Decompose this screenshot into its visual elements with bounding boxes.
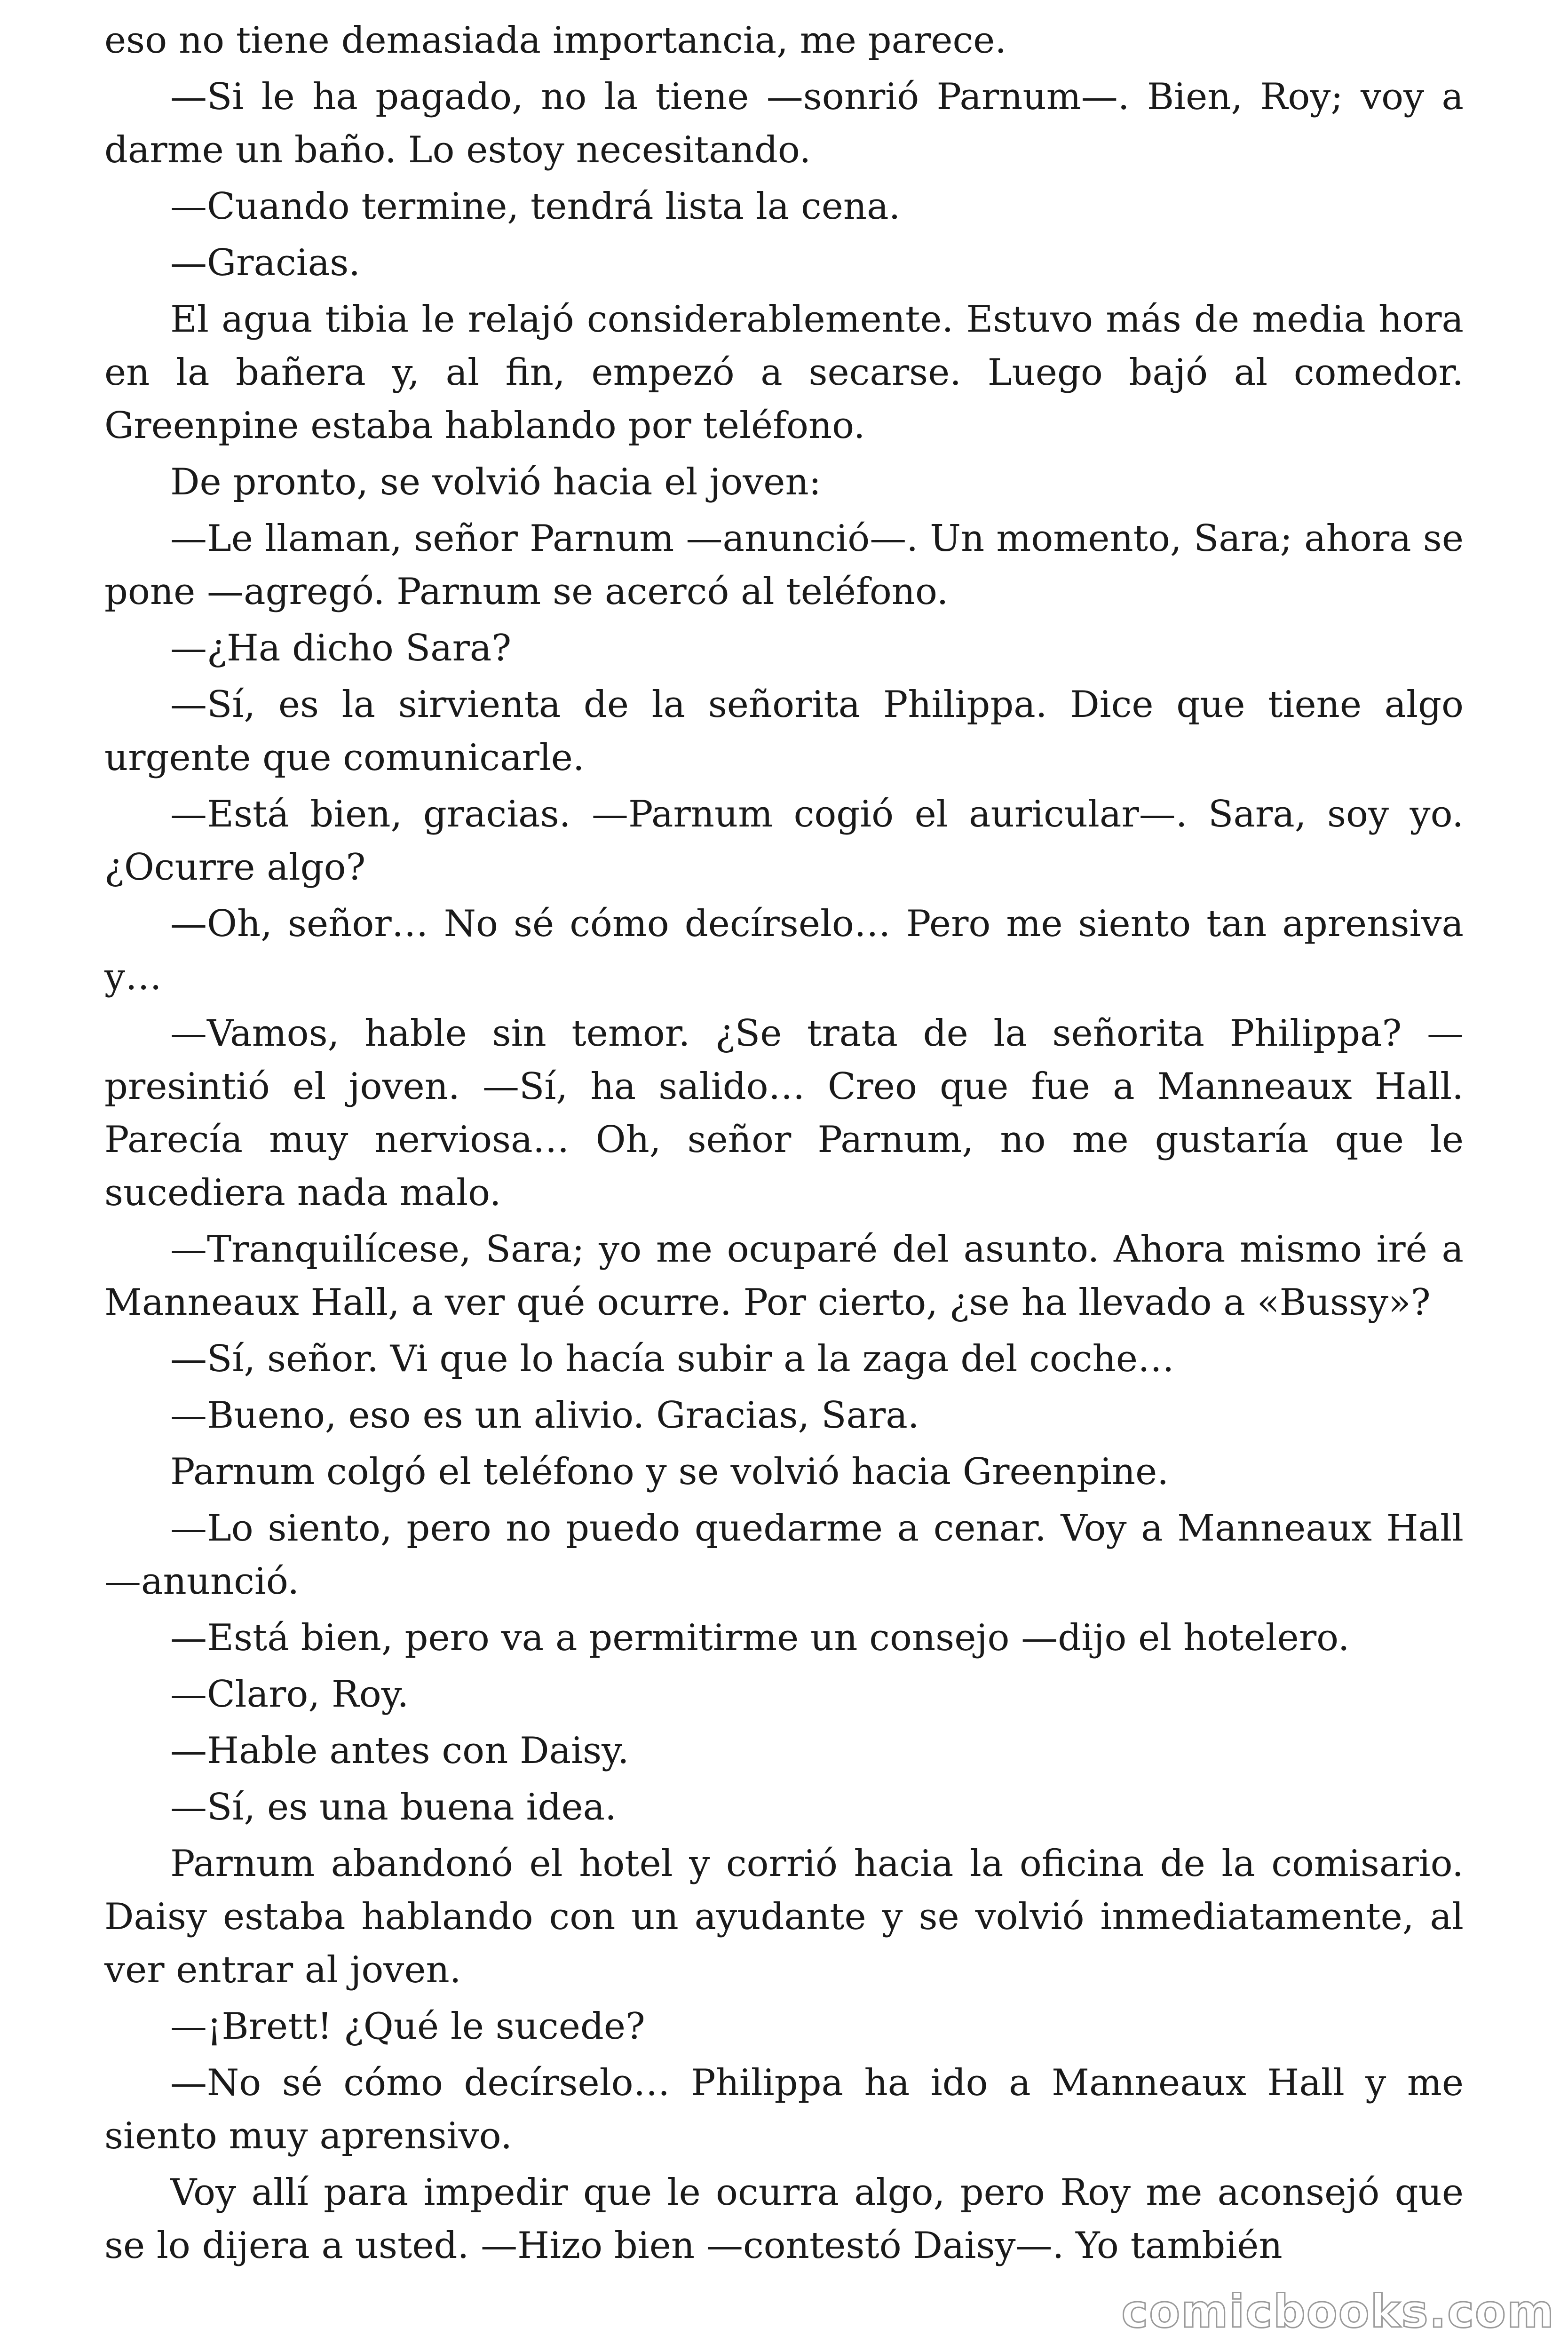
paragraph: —Oh, señor… No sé cómo decírselo… Pero me siento tan aprensiva y… bbox=[104, 903, 1464, 998]
page-body bbox=[104, 14, 1464, 2276]
paragraph: —Sí, señor. Vi que lo hacía subir a la zaga del coche… bbox=[170, 1338, 1174, 1380]
paragraph: —Si le ha pagado, no la tiene —sonrió Parnum—. Bien, Roy; voy a darme un baño. Lo estoy necesitando. bbox=[104, 76, 1464, 171]
paragraph: —Vamos, hable sin temor. ¿Se trata de la señorita Philippa? —presintió el joven. —Sí, ha salido… Creo que fue a Manneaux Hall. Parecía muy nerviosa… Oh, señor Parnum, no me gustaría que le sucediera nada malo. bbox=[104, 1012, 1464, 1214]
paragraph: —Está bien, gracias. —Parnum cogió el auricular—. Sara, soy yo. ¿Ocurre algo? bbox=[104, 793, 1464, 889]
paragraph: De pronto, se volvió hacia el joven: bbox=[170, 461, 821, 503]
paragraph: El agua tibia le relajó considerablemente. Estuvo más de media hora en la bañera y, al fin, empezó a secarse. Luego bajó al comedor. Greenpine estaba hablando por teléfono. bbox=[104, 298, 1464, 447]
paragraph: —No sé cómo decírselo… Philippa ha ido a Manneaux Hall y me siento muy aprensivo. bbox=[104, 2062, 1464, 2157]
paragraph: —Tranquilícese, Sara; yo me ocuparé del asunto. Ahora mismo iré a Manneaux Hall, a ver qué ocurre. Por cierto, ¿se ha llevado a «Bussy»? bbox=[104, 1228, 1464, 1324]
paragraph: —Sí, es una buena idea. bbox=[170, 1786, 617, 1828]
paragraph: —Cuando termine, tendrá lista la cena. bbox=[170, 185, 901, 228]
paragraph: —Está bien, pero va a permitirme un consejo —dijo el hotelero. bbox=[170, 1617, 1350, 1659]
paragraph: Voy allí para impedir que le ocurra algo, pero Roy me aconsejó que se lo dijera a usted. —Hizo bien —contestó Daisy—. Yo también bbox=[104, 2171, 1464, 2267]
paragraph: —¿Ha dicho Sara? bbox=[170, 627, 512, 669]
paragraph: —Hable antes con Daisy. bbox=[170, 1730, 629, 1772]
paragraph: —Claro, Roy. bbox=[170, 1673, 409, 1716]
paragraph: —Bueno, eso es un alivio. Gracias, Sara. bbox=[170, 1394, 919, 1437]
paragraph: —Le llaman, señor Parnum —anunció—. Un momento, Sara; ahora se pone —agregó. Parnum se acercó al teléfono. bbox=[104, 517, 1464, 613]
paragraph: —Gracias. bbox=[170, 242, 361, 284]
paragraph: —Lo siento, pero no puedo quedarme a cenar. Voy a Manneaux Hall —anunció. bbox=[104, 1507, 1464, 1603]
paragraph: —¡Brett! ¿Qué le sucede? bbox=[170, 2005, 645, 2048]
watermark: comicbooks.com bbox=[1121, 2285, 1555, 2338]
paragraph: —Sí, es la sirvienta de la señorita Philippa. Dice que tiene algo urgente que comunicarle. bbox=[104, 683, 1464, 779]
paragraph: eso no tiene demasiada importancia, me parece. bbox=[104, 19, 1007, 62]
paragraph: Parnum colgó el teléfono y se volvió hacia Greenpine. bbox=[170, 1451, 1169, 1493]
paragraph: Parnum abandonó el hotel y corrió hacia la oficina de la comisario. Daisy estaba hablando con un ayudante y se volvió inmediatamente, al ver entrar al joven. bbox=[104, 1843, 1464, 1991]
